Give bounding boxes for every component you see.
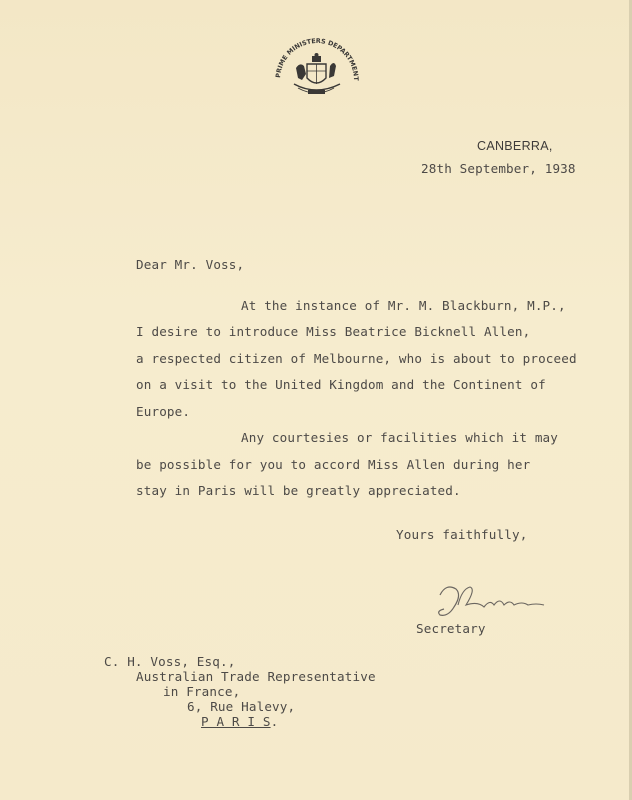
body-line: I desire to introduce Miss Beatrice Bicknell Allen, <box>136 324 531 339</box>
addressee-line: Australian Trade Representative <box>136 669 376 684</box>
body-line: At the instance of Mr. M. Blackburn, M.P., <box>241 298 566 313</box>
handwritten-signature <box>432 575 572 625</box>
body-line: stay in Paris will be greatly appreciated. <box>136 483 461 498</box>
valediction: Yours faithfully, <box>396 527 528 542</box>
addressee-line: 6, Rue Halevy, <box>187 699 296 714</box>
letter-date: 28th September, 1938 <box>421 161 576 176</box>
body-line: Europe. <box>136 404 191 419</box>
city-underlined: P A R I S <box>201 714 271 729</box>
coat-of-arms-icon <box>272 30 362 110</box>
addressee-name: C. H. Voss, Esq., <box>104 654 236 669</box>
addressee-line: in France, <box>163 684 241 699</box>
body-line: a respected citizen of Melbourne, who is about to proceed <box>136 351 577 366</box>
svg-text:PRIME MINISTERS DEPARTMENT: PRIME MINISTERS DEPARTMENT <box>274 36 361 81</box>
signatory-title: Secretary <box>416 621 486 636</box>
salutation: Dear Mr. Voss, <box>136 257 245 272</box>
body-line: on a visit to the United Kingdom and the Continent of <box>136 377 546 392</box>
city-period: . <box>270 714 279 729</box>
letter-place: CANBERRA, <box>477 139 553 153</box>
body-line: Any courtesies or facilities which it may <box>241 430 559 445</box>
body-line: be possible for you to accord Miss Allen during her <box>136 457 531 472</box>
addressee-city <box>201 714 278 729</box>
